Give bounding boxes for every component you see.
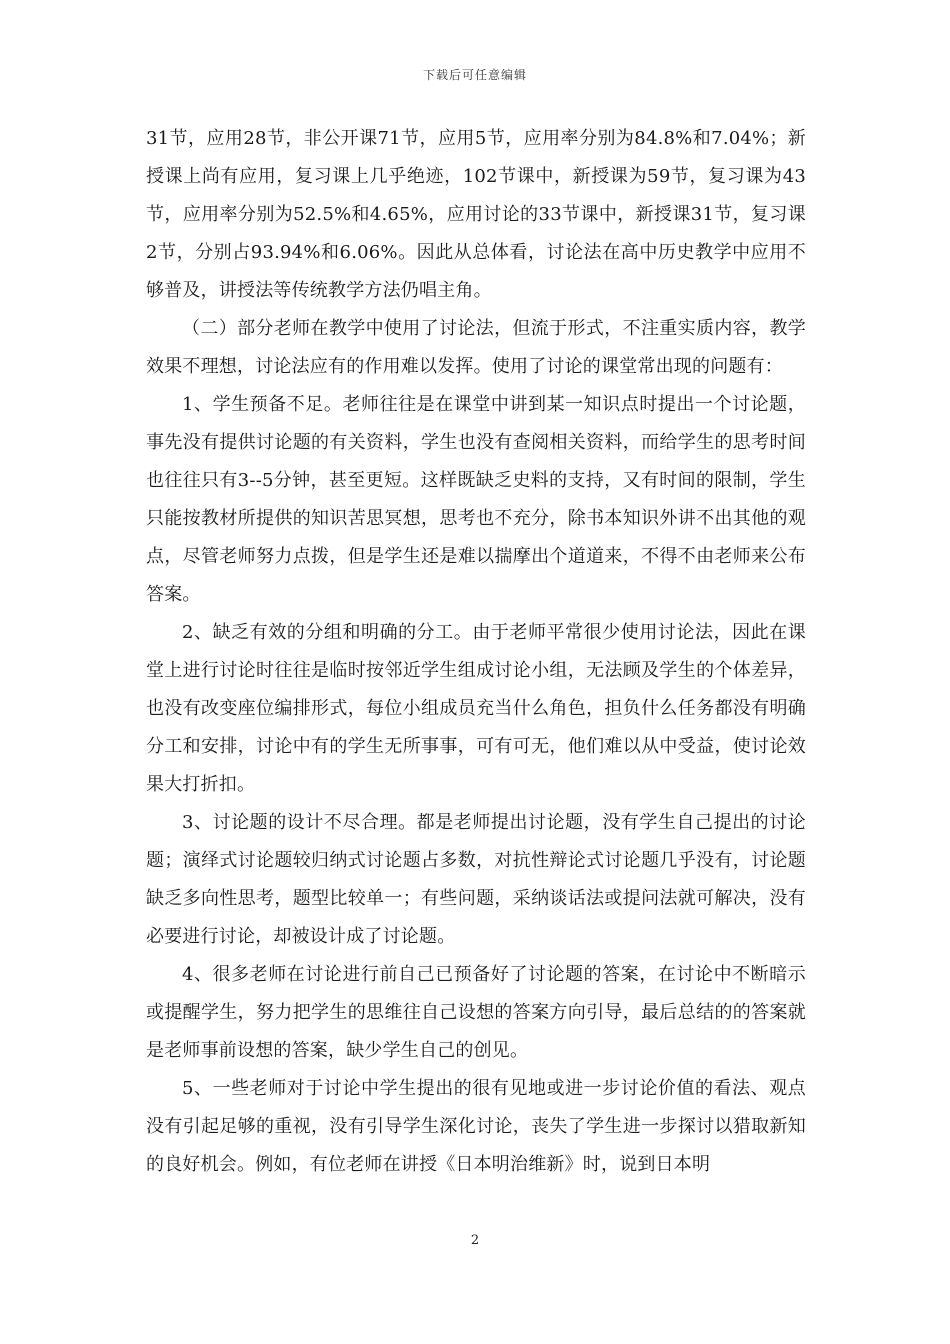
page-header: 下载后可任意编辑 (422, 68, 527, 82)
paragraph-problem-2: 2、缺乏有效的分组和明确的分工。由于老师平常很少使用讨论法，因此在课堂上进行讨论时往往是临时按邻近学生组成讨论小组，无法顾及学生的个体差异，也没有改变座位编排形式，每位小组成员充当什么角色，担负什么任务都没有明确分工和安排，讨论中有的学生无所事事，可有可无，他们难以从中受益，使讨论效果大打折扣。 (146, 622, 806, 795)
paragraph-statistics: 31节，应用28节，非公开课71节，应用5节，应用率分别为84.8%和7.04%；新授课上尚有应用，复习课上几乎绝迹，102节课中，新授课为59节，复习课为43节，应用率分别为52.5%和4.65%，应用讨论的33节课中，新授课31节，复习课2节，分别占93.94%和6.06%。因此从总体看，讨论法在高中历史教学中应用不够普及，讲授法等传统教学方法仍唱主角。 (146, 128, 806, 301)
page-number: 2 (470, 1233, 480, 1248)
paragraph-section-two: （二）部分老师在教学中使用了讨论法，但流于形式，不注重实质内容，教学效果不理想，讨论法应有的作用难以发挥。使用了讨论的课堂常出现的问题有： (146, 318, 806, 377)
paragraph-problem-4: 4、很多老师在讨论进行前自己已预备好了讨论题的答案，在讨论中不断暗示或提醒学生，努力把学生的思维往自己设想的答案方向引导，最后总结的的答案就是老师事前设想的答案，缺少学生自己的创见。 (146, 964, 806, 1061)
paragraph-problem-3: 3、讨论题的设计不尽合理。都是老师提出讨论题，没有学生自己提出的讨论题；演绎式讨论题较归纳式讨论题占多数，对抗性辩论式讨论题几乎没有，讨论题缺乏多向性思考，题型比较单一；有些问题，采纳谈话法或提问法就可解决，没有必要进行讨论，却被设计成了讨论题。 (146, 812, 806, 947)
paragraph-problem-5: 5、一些老师对于讨论中学生提出的很有见地或进一步讨论价值的看法、观点没有引起足够的重视，没有引导学生深化讨论，丧失了学生进一步探讨以猎取新知的良好机会。例如，有位老师在讲授《日本明治维新》时，说到日本明 (146, 1078, 806, 1175)
document-body (146, 120, 806, 1184)
paragraph-problem-1: 1、学生预备不足。老师往往是在课堂中讲到某一知识点时提出一个讨论题，事先没有提供讨论题的有关资料，学生也没有查阅相关资料，而给学生的思考时间也往往只有3--5分钟，甚至更短。这样既缺乏史料的支持，又有时间的限制，学生只能按教材所提供的知识苦思冥想，思考也不充分，除书本知识外讲不出其他的观点，尽管老师努力点拨，但是学生还是难以揣摩出个道道来，不得不由老师来公布答案。 (146, 394, 806, 605)
